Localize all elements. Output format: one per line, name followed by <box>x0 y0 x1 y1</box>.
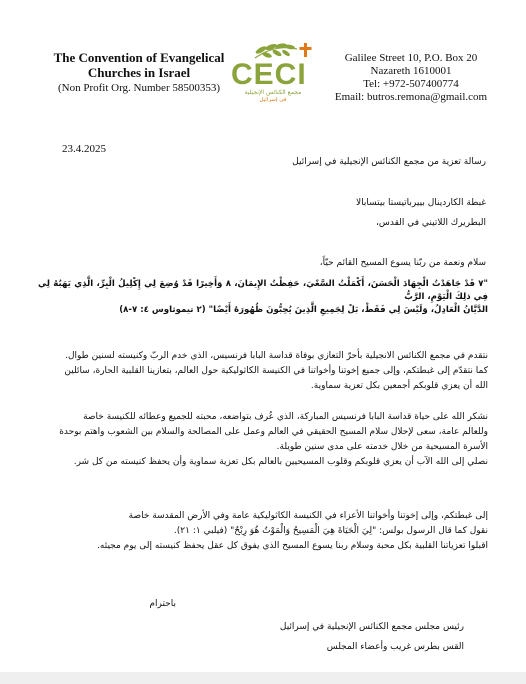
verse-line1: "٧ قَدْ جَاهَدْتُ الْجِهَادَ الْحَسَنَ، أَكْمَلْتُ السَّعْيَ، حَفِظْتُ الإِيمَانَ، ٨ وَأَخِيرًا قَدْ وُضِعَ لِي إِكْلِيلُ الْبِرِّ، الَّذِي يَهَبُهُ لِي فِي ذلِكَ الْيَوْمِ، الرَّبُّ <box>38 279 488 302</box>
address-line1: Galilee Street 10, P.O. Box 20 <box>344 52 478 64</box>
paragraph2-line2: وللعالم عامة، سعى لإحلال سلام المسيح الحقيقي في العالم وعمل على المصالحة والسلام بين الشعوب واهتم بوحدة <box>59 427 488 437</box>
letter-date: 23.4.2025 <box>62 143 106 155</box>
paragraph2-line1: نشكر الله على حياة قداسة البابا فرنسيس المباركة، الذي عُرف بتواضعه، محبته للجميع وعطائه للكنيسة خاصة <box>83 412 488 422</box>
addressee-line1: غبطة الكاردينال بييرباتيستا بيتسابالا <box>356 198 486 208</box>
organization-name-line2: Churches in Israel <box>87 65 191 80</box>
paragraph-closing <box>38 509 488 554</box>
page-bottom-edge <box>0 672 526 684</box>
bible-verse <box>38 278 488 317</box>
paragraph1-line1: نتقدم في مجمع الكنائس الانجيلية بأحرّ التعازي بوفاة قداسة البابا فرنسيس، الذي خدم الربّ وكنيسته لسنين طوال. <box>65 351 488 361</box>
paragraph-condolence <box>38 349 488 394</box>
organization-name-block <box>44 50 234 95</box>
paragraph1-line3: الله أن يعزي قلوبكم أجمعين بكل تعزية سماوية. <box>310 381 488 391</box>
phone: Tel: +972-507400774 <box>363 78 459 90</box>
organization-name-line1: The Convention of Evangelical <box>53 50 225 65</box>
paragraph3-line2: نقول كما قال الرسول بولس: "لِيَ الْحَيَاةَ هِيَ الْمَسِيحُ وَالْمَوْتُ هُوَ رِبْحٌ" (فيلبي ١: ٢١). <box>173 526 488 536</box>
email: Email: butros.remona@gmail.com <box>334 91 488 103</box>
logo-subtitle-2: في إسرائيل <box>259 97 287 102</box>
signature-line2: القس بطرس غريب وأعضاء المجلس <box>326 642 464 652</box>
contact-block <box>326 52 496 104</box>
paragraph1-line2: كما نتقدّم إلى غبطتكم، وإلى جميع إخوتنا وأخواتنا في الكنيسة الكاثوليكية حول العالم، بتعازينا القلبية الحارة، سائلين <box>64 366 488 376</box>
signature-line1: رئيس مجلس مجمع الكنائس الإنجيلية في إسرائيل <box>279 622 464 632</box>
ceci-logo-graphic <box>227 40 319 102</box>
paragraph2-line3: الأسرة المسيحية من خلال خدمته على مدى سنين طويلة. <box>276 442 488 452</box>
logo-text: CECI <box>231 58 307 91</box>
greeting: سلام ونعمة من ربّنا يسوع المسيح القائم حيّاً، <box>319 258 486 268</box>
paragraph3-line1: إلى غبطتكم، وإلى إخوتنا وأخواتنا الأعزاء في الكنيسة الكاثوليكية عامة وفي الأرض المقدسة خاصة <box>128 511 488 521</box>
ceci-logo <box>227 40 319 102</box>
paragraph2-line4: نصلي إلى الله الآب أن يعزي قلوبكم وقلوب المسيحيين بالعالم بكل تعزية سماوية وأن يحفظ كنيسته من كل شر. <box>73 457 488 467</box>
organization-registration: (Non Profit Org. Number 58500353) <box>57 82 221 94</box>
addressee-line2: البطريرك اللاتيني في القدس، <box>375 218 486 228</box>
logo-subtitle: مجمع الكنائس الإنجيلية <box>244 89 302 96</box>
address-line2: Nazareth 1610001 <box>370 65 452 77</box>
verse-line2: الدَّيَّانُ الْعَادِلُ، وَلَيْسَ لِي فَقَطْ، بَلْ لِجَمِيعِ الَّذِينَ يُحِبُّونَ ظُهُورَهُ أَيْضًا" (٢ تيموثاوس ٤: ٧-٨) <box>119 305 488 315</box>
letter-subject: رسالة تعزية من مجمع الكنائس الإنجيلية في إسرائيل <box>292 157 486 167</box>
paragraph3-line3: اقبلوا تعزياتنا القلبية بكل محبة وسلام ربنا يسوع المسيح الذي يفوق كل عقل يحفظ كنيسته إلى يوم مجيئه. <box>97 541 488 551</box>
regards: باحترام <box>149 599 176 609</box>
paragraph-thanks <box>38 410 488 470</box>
